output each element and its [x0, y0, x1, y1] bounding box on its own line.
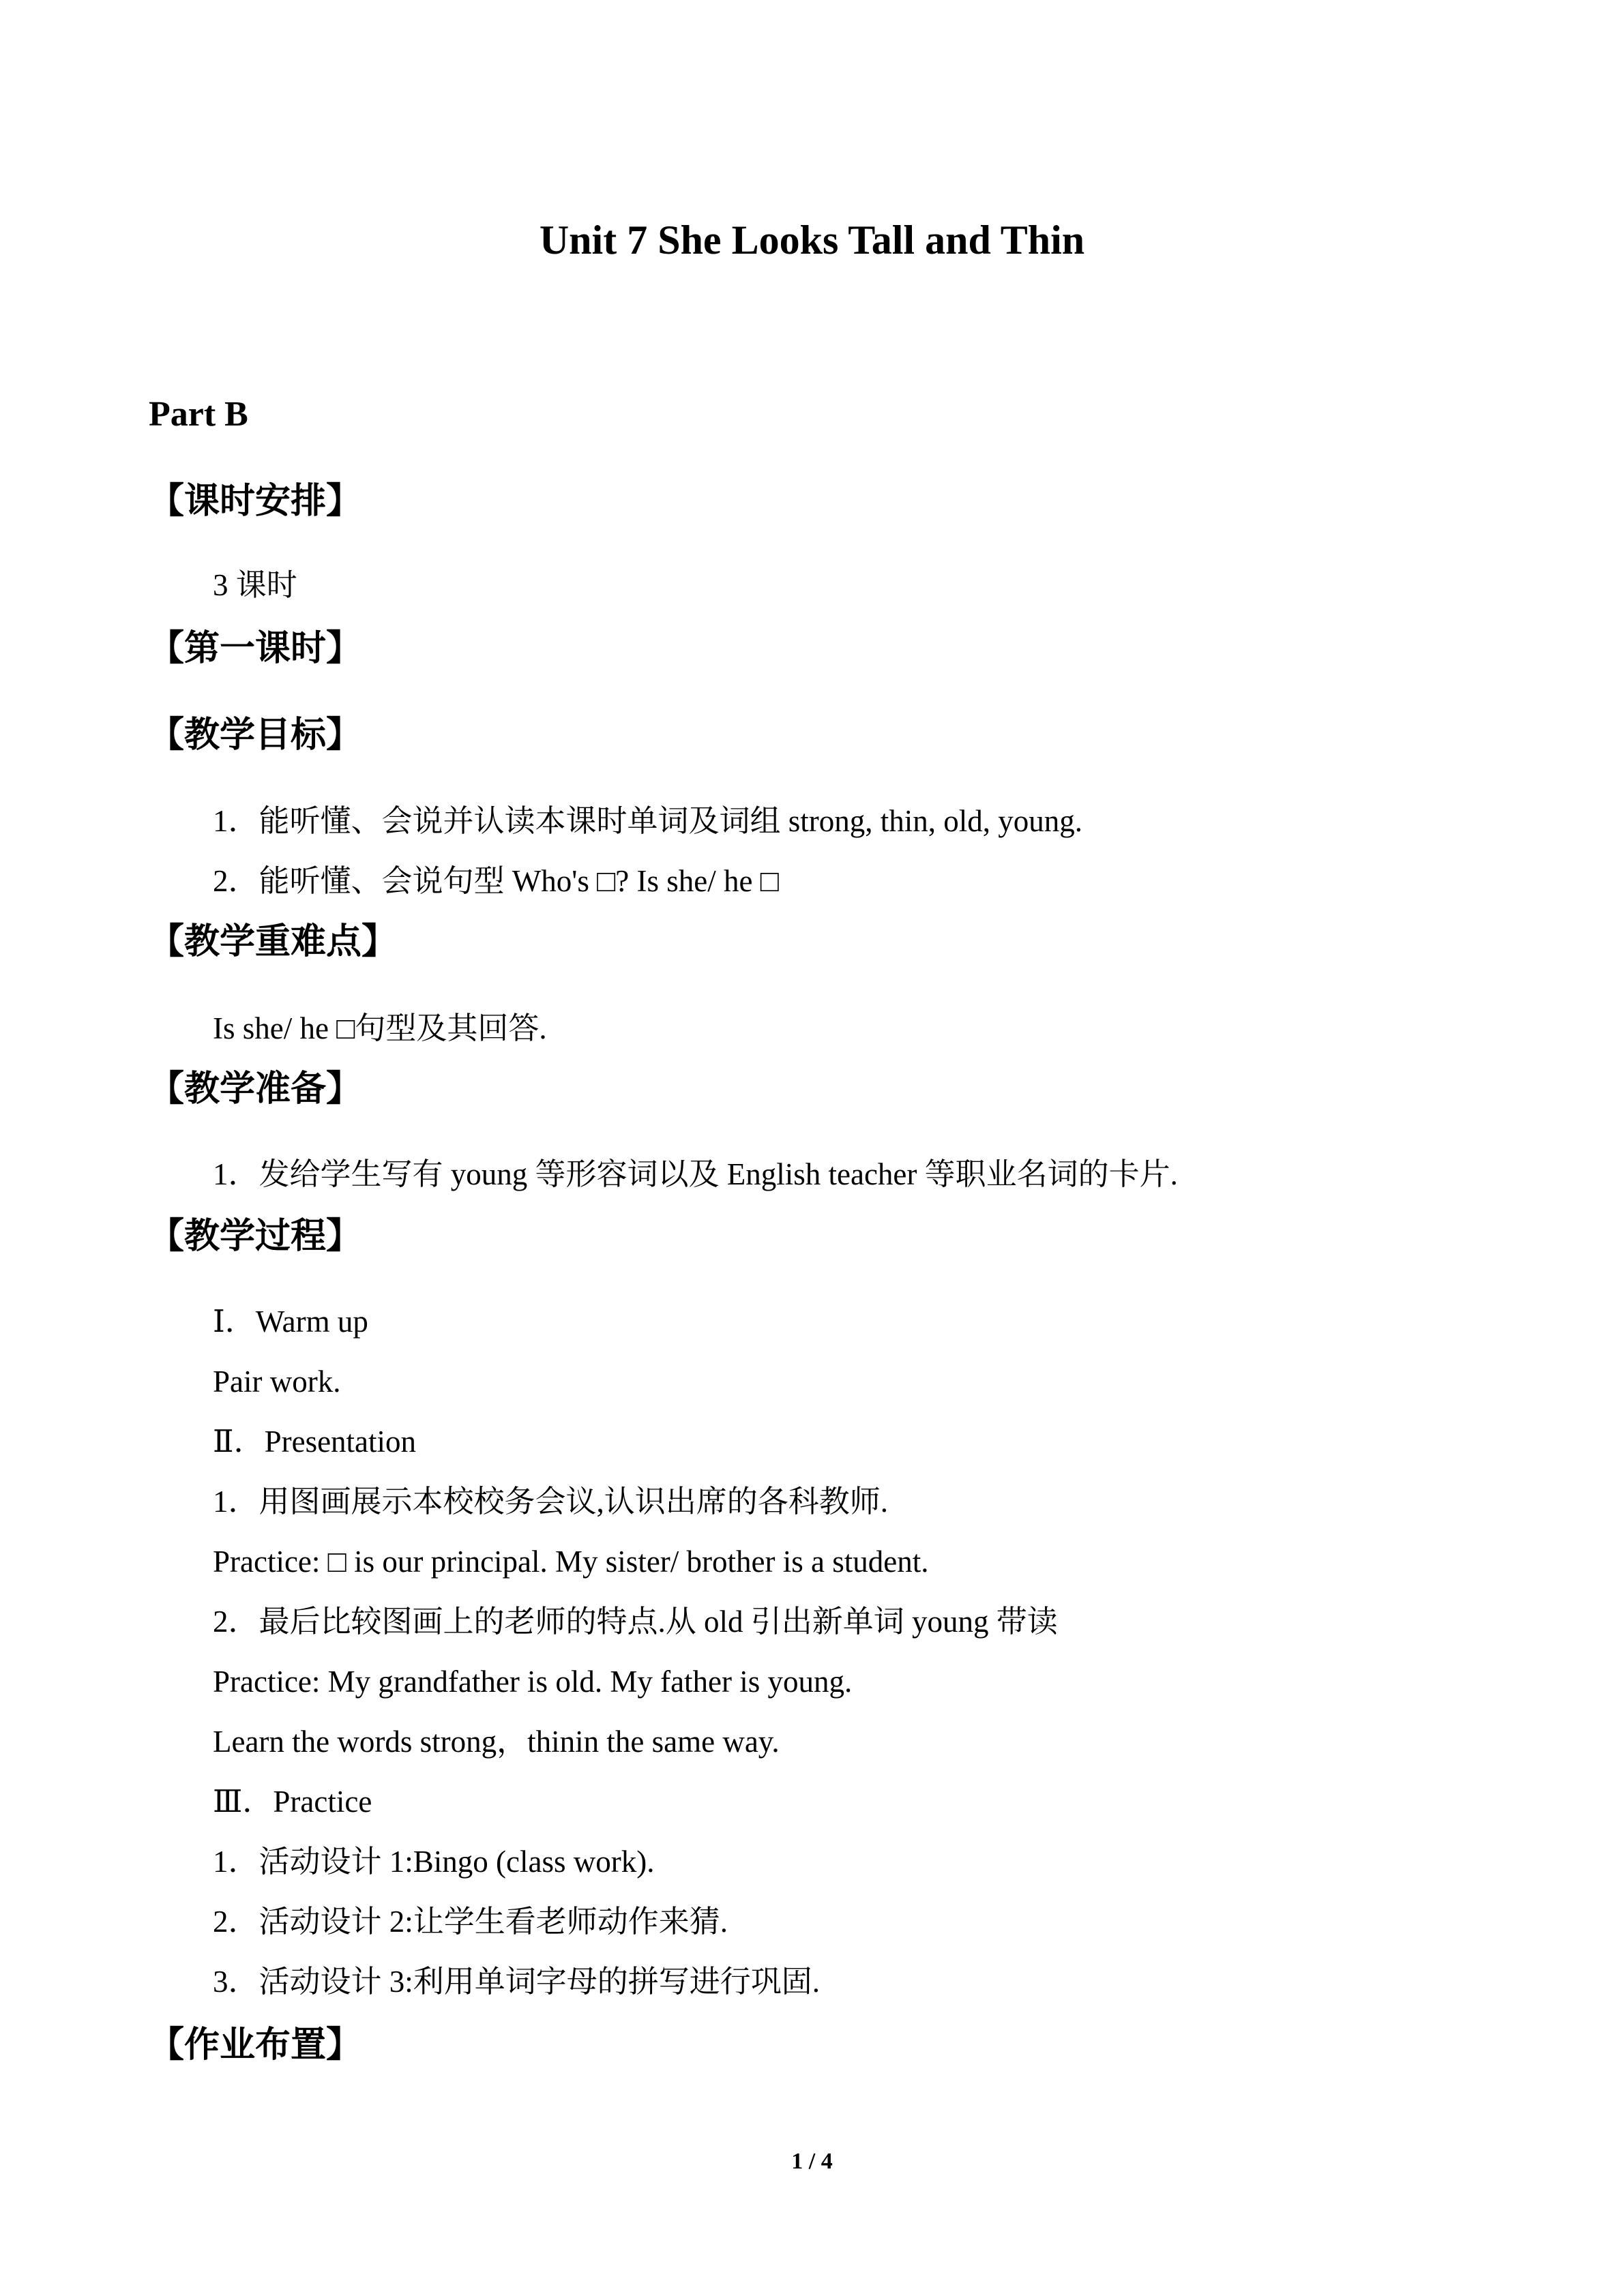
objectives-heading: 【教学目标】 — [149, 716, 362, 755]
process-line-warm-up: Ⅰ．Warm up — [213, 1304, 368, 1339]
preparation-heading: 【教学准备】 — [149, 1070, 362, 1109]
process-line-practice-heading: Ⅲ．Practice — [213, 1785, 372, 1819]
process-line-activity-3: 3．活动设计 3:利用单词字母的拼写进行巩固. — [213, 1965, 821, 1999]
process-line-pair-work: Pair work. — [213, 1365, 341, 1399]
process-line-practice-2: Practice: My grandfather is old. My father is young. — [213, 1665, 853, 1699]
key-points-heading: 【教学重难点】 — [149, 923, 398, 961]
first-lesson-heading: 【第一课时】 — [149, 629, 362, 668]
process-heading: 【教学过程】 — [149, 1217, 362, 1256]
homework-heading: 【作业布置】 — [149, 2026, 362, 2065]
objective-item-1: 1．能听懂、会说并认读本课时单词及词组 strong, thin, old, young. — [213, 804, 1083, 838]
process-line-presentation: Ⅱ．Presentation — [213, 1425, 417, 1459]
process-line-learn-words: Learn the words ⁣strong，thin⁣in the same way. — [213, 1725, 780, 1759]
process-line-presentation-2: 2．最后比较图画上的老师的特点.从 old 引出新单词 young 带读 — [213, 1605, 1058, 1639]
objective-item-2: 2．能听懂、会说句型 Who's □? Is she/ he □ — [213, 864, 779, 898]
key-points-content: Is she/ he □句型及其回答. — [213, 1011, 547, 1045]
preparation-item-1: 1．发给学生写有 young 等形容词以及 English teacher 等职业名词的卡片. — [213, 1157, 1178, 1191]
part-heading: Part B — [149, 395, 248, 434]
process-line-activity-2: 2．活动设计 2:让学生看老师动作来猜. — [213, 1905, 728, 1939]
page-number: 1 / 4 — [791, 2149, 833, 2174]
schedule-heading: 【课时安排】 — [149, 482, 362, 521]
process-line-activity-1: 1．活动设计 1:Bingo (class work). — [213, 1845, 655, 1879]
process-line-practice-1: Practice: □ is our principal. My sister/ brother is a student. — [213, 1545, 929, 1579]
process-line-presentation-1: 1．用图画展示本校校务会议,认识出席的各科教师. — [213, 1485, 889, 1519]
schedule-content: 3 课时 — [213, 568, 297, 602]
document-title: Unit 7 She Looks Tall and Thin — [539, 218, 1085, 263]
